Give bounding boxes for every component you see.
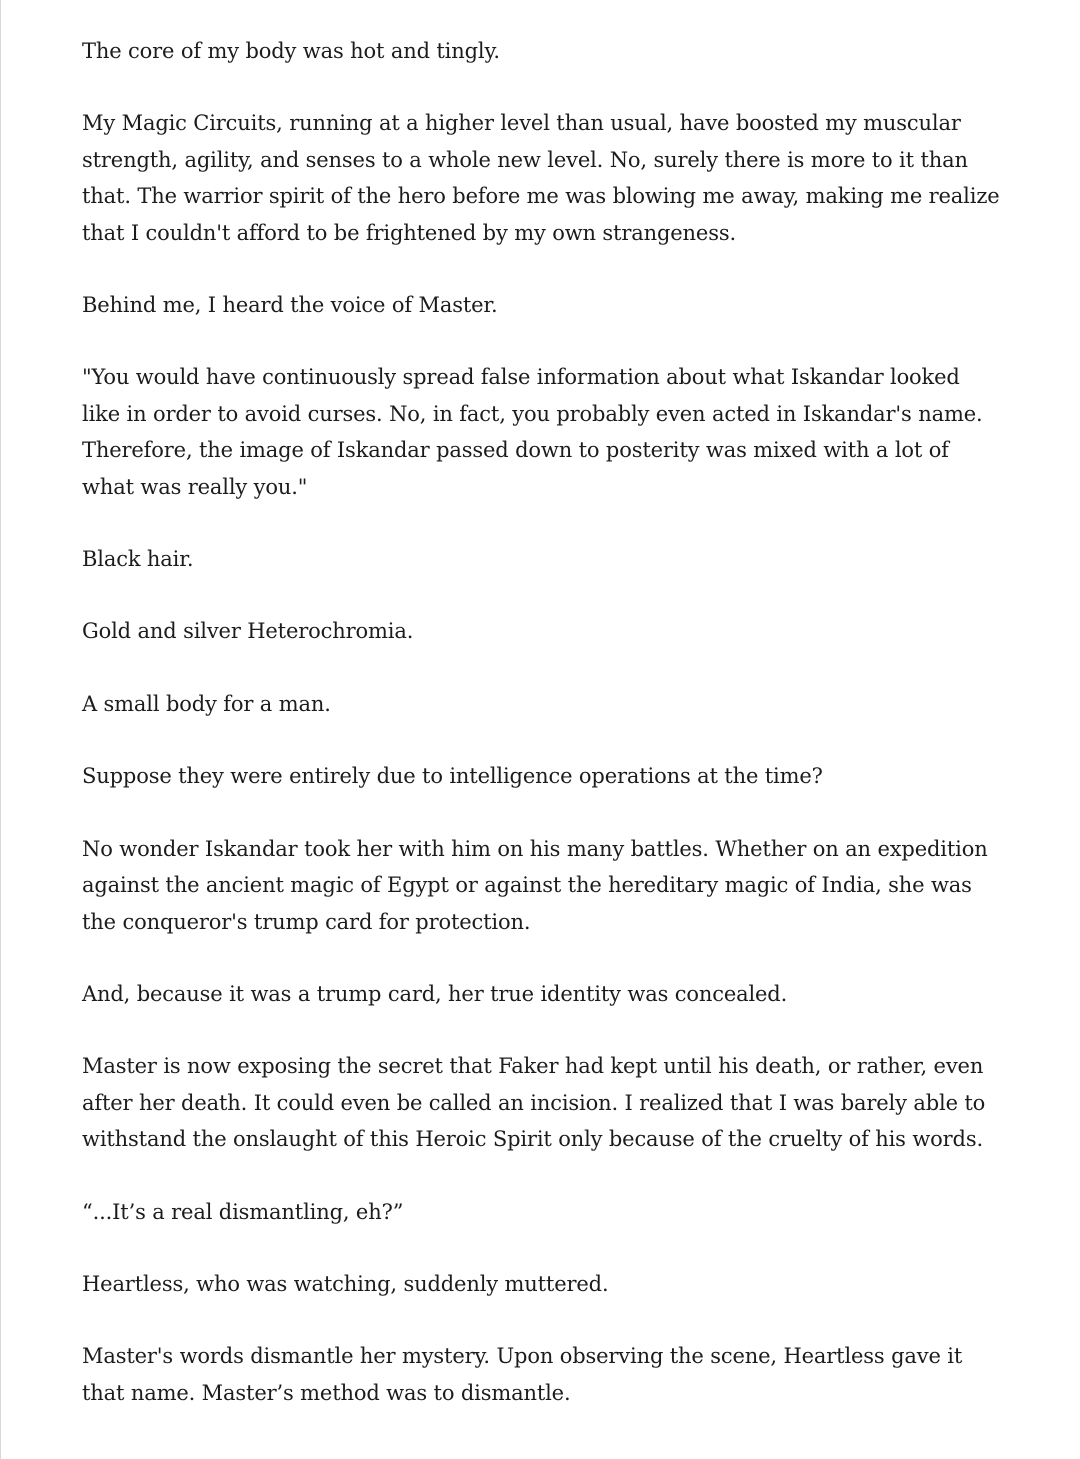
paragraph: Suppose they were entirely due to intelligence operations at the time? [82, 764, 823, 789]
paragraph: And, because it was a trump card, her true identity was concealed. [82, 981, 788, 1006]
paragraph: Master is now exposing the secret that Faker had kept until his death, or rather, even after her death. It could even be called an incision. I realized that I was barely able to withstand the onslaught of this Heroic Spirit only because of the cruelty of his words. [82, 1054, 986, 1152]
paragraph: Black hair. [82, 547, 194, 572]
paragraph: Heartless, who was watching, suddenly muttered. [82, 1271, 609, 1296]
paragraph: Behind me, I heard the voice of Master. [82, 293, 498, 318]
paragraph: A small body for a man. [82, 691, 331, 716]
paragraph: No wonder Iskandar took her with him on his many battles. Whether on an expedition against the ancient magic of Egypt or against the hereditary magic of India, she was the conqueror's trump card for protection. [82, 836, 988, 934]
paragraph: My Magic Circuits, running at a higher level than usual, have boosted my muscular strength, agility, and senses to a whole new level. No, surely there is more to it than that. The warrior spirit of the hero before me was blowing me away, making me realize that I couldn't afford to be frightened by my own strangeness. [82, 111, 1000, 245]
paragraph: Gold and silver Heterochromia. [82, 619, 414, 644]
paragraph: "You would have continuously spread false information about what Iskandar looked like in order to avoid curses. No, in fact, you probably even acted in Iskandar's name. Therefore, the image of Iskandar passed down to posterity was mixed with a lot of what was really you." [82, 365, 983, 499]
paragraph: “...It’s a real dismantling, eh?” [82, 1199, 404, 1224]
article-body [82, 33, 1002, 1447]
paragraph: Master's words dismantle her mystery. Upon observing the scene, Heartless gave it that name. Master’s method was to dismantle. [82, 1344, 963, 1405]
paragraph: The core of my body was hot and tingly. [82, 39, 500, 63]
